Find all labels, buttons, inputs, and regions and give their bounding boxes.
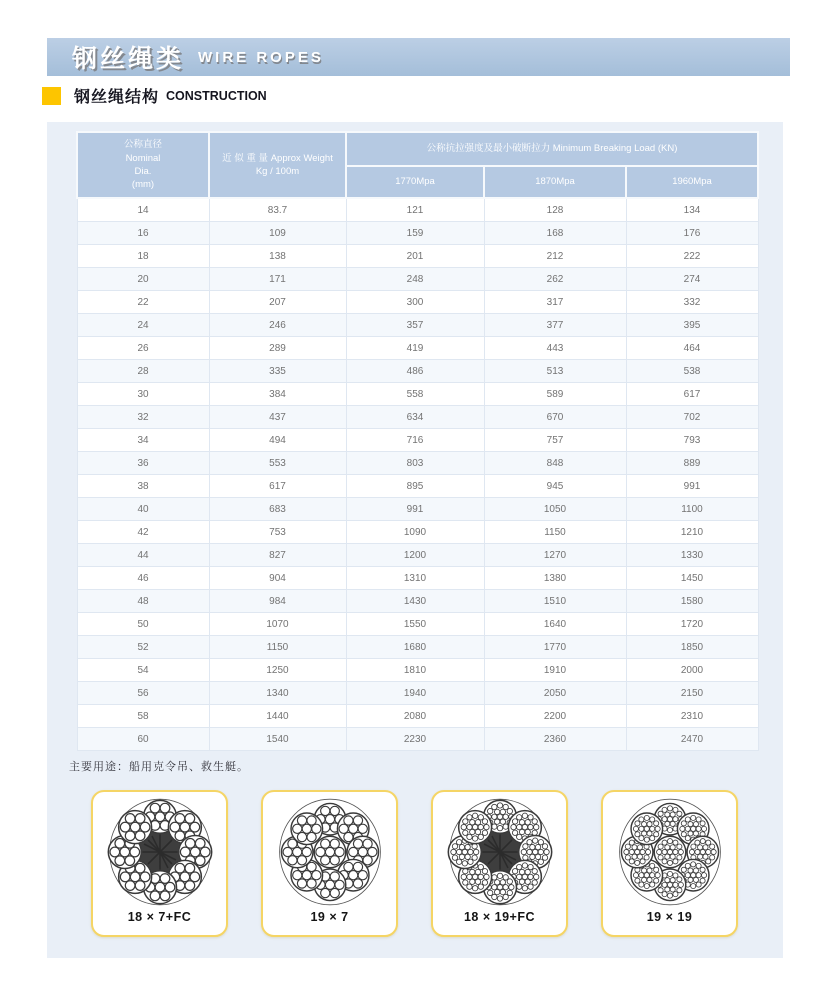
header-line: Dia. bbox=[134, 166, 152, 177]
table-cell: 2310 bbox=[626, 705, 758, 728]
table-cell: 2470 bbox=[626, 728, 758, 751]
table-cell: 513 bbox=[484, 360, 626, 383]
construction-label: 18 × 7+FC bbox=[127, 910, 192, 924]
table-cell: 52 bbox=[77, 636, 209, 659]
table-cell: 1050 bbox=[484, 498, 626, 521]
table-cell: 1100 bbox=[626, 498, 758, 521]
table-cell: 702 bbox=[626, 406, 758, 429]
table-cell: 2000 bbox=[626, 659, 758, 682]
table-cell: 1540 bbox=[209, 728, 346, 751]
section-title-en: CONSTRUCTION bbox=[166, 88, 267, 103]
table-cell: 1450 bbox=[626, 567, 758, 590]
rope-cross-section-18x7-fc-icon bbox=[104, 795, 216, 909]
table-cell: 634 bbox=[346, 406, 484, 429]
spec-table-header bbox=[77, 132, 758, 198]
table-row bbox=[77, 429, 758, 452]
table-cell: 827 bbox=[209, 544, 346, 567]
table-cell: 1440 bbox=[209, 705, 346, 728]
construction-label: 19 × 7 bbox=[310, 910, 349, 924]
table-cell: 357 bbox=[346, 314, 484, 337]
table-cell: 83.7 bbox=[209, 198, 346, 222]
table-cell: 54 bbox=[77, 659, 209, 682]
table-cell: 1150 bbox=[209, 636, 346, 659]
table-cell: 138 bbox=[209, 245, 346, 268]
table-row bbox=[77, 613, 758, 636]
table-cell: 38 bbox=[77, 475, 209, 498]
table-cell: 1510 bbox=[484, 590, 626, 613]
table-cell: 24 bbox=[77, 314, 209, 337]
table-cell: 212 bbox=[484, 245, 626, 268]
page-banner bbox=[47, 38, 790, 76]
table-row bbox=[77, 705, 758, 728]
table-cell: 558 bbox=[346, 383, 484, 406]
table-cell: 317 bbox=[484, 291, 626, 314]
table-cell: 44 bbox=[77, 544, 209, 567]
table-cell: 60 bbox=[77, 728, 209, 751]
header-breaking-load: 公称抗拉强度及最小破断拉力 Minimum Breaking Load (KN) bbox=[346, 132, 758, 166]
content-panel bbox=[47, 122, 783, 958]
table-cell: 464 bbox=[626, 337, 758, 360]
table-cell: 335 bbox=[209, 360, 346, 383]
table-row bbox=[77, 314, 758, 337]
table-cell: 1270 bbox=[484, 544, 626, 567]
table-cell: 1070 bbox=[209, 613, 346, 636]
usage-note: 主要用途：船用克令吊、救生艇。 bbox=[69, 761, 249, 773]
header-nominal-dia bbox=[77, 132, 209, 198]
section-title-zh: 钢丝绳结构 bbox=[74, 89, 160, 106]
table-cell: 848 bbox=[484, 452, 626, 475]
table-cell: 22 bbox=[77, 291, 209, 314]
table-cell: 486 bbox=[346, 360, 484, 383]
table-cell: 46 bbox=[77, 567, 209, 590]
table-cell: 109 bbox=[209, 222, 346, 245]
table-cell: 121 bbox=[346, 198, 484, 222]
table-row bbox=[77, 498, 758, 521]
table-cell: 289 bbox=[209, 337, 346, 360]
table-cell: 384 bbox=[209, 383, 346, 406]
table-cell: 683 bbox=[209, 498, 346, 521]
table-cell: 26 bbox=[77, 337, 209, 360]
table-cell: 40 bbox=[77, 498, 209, 521]
table-cell: 28 bbox=[77, 360, 209, 383]
table-cell: 159 bbox=[346, 222, 484, 245]
table-cell: 793 bbox=[626, 429, 758, 452]
table-cell: 1210 bbox=[626, 521, 758, 544]
header-approx-weight bbox=[209, 132, 346, 198]
table-cell: 443 bbox=[484, 337, 626, 360]
table-cell: 617 bbox=[209, 475, 346, 498]
table-cell: 1850 bbox=[626, 636, 758, 659]
construction-card-18x7-fc bbox=[91, 790, 228, 937]
table-cell: 176 bbox=[626, 222, 758, 245]
banner-title-en: WIRE ROPES bbox=[198, 48, 324, 66]
table-cell: 1340 bbox=[209, 682, 346, 705]
table-cell: 803 bbox=[346, 452, 484, 475]
table-cell: 1680 bbox=[346, 636, 484, 659]
construction-label: 19 × 19 bbox=[646, 910, 693, 924]
table-cell: 2080 bbox=[346, 705, 484, 728]
table-cell: 2360 bbox=[484, 728, 626, 751]
header-grade-1870: 1870Mpa bbox=[484, 166, 626, 198]
construction-card-19x7 bbox=[261, 790, 398, 937]
header-grade-1770: 1770Mpa bbox=[346, 166, 484, 198]
rope-cross-section-19x19-icon bbox=[614, 795, 726, 909]
table-cell: 419 bbox=[346, 337, 484, 360]
table-cell: 2150 bbox=[626, 682, 758, 705]
table-cell: 34 bbox=[77, 429, 209, 452]
table-cell: 945 bbox=[484, 475, 626, 498]
table-cell: 2200 bbox=[484, 705, 626, 728]
table-cell: 984 bbox=[209, 590, 346, 613]
header-line: Nominal bbox=[125, 152, 161, 164]
table-cell: 262 bbox=[484, 268, 626, 291]
header-grade-1960: 1960Mpa bbox=[626, 166, 758, 198]
table-cell: 991 bbox=[626, 475, 758, 498]
table-cell: 1580 bbox=[626, 590, 758, 613]
table-cell: 991 bbox=[346, 498, 484, 521]
construction-card-18x19-fc bbox=[431, 790, 568, 937]
spec-table bbox=[76, 131, 759, 751]
header-line: Kg / 100m bbox=[255, 166, 300, 177]
table-cell: 437 bbox=[209, 406, 346, 429]
table-row bbox=[77, 682, 758, 705]
table-cell: 332 bbox=[626, 291, 758, 314]
table-cell: 207 bbox=[209, 291, 346, 314]
table-row bbox=[77, 567, 758, 590]
table-row bbox=[77, 590, 758, 613]
table-cell: 56 bbox=[77, 682, 209, 705]
table-cell: 134 bbox=[626, 198, 758, 222]
table-row bbox=[77, 659, 758, 682]
table-cell: 58 bbox=[77, 705, 209, 728]
table-row bbox=[77, 268, 758, 291]
table-row bbox=[77, 728, 758, 751]
rope-cross-section-19x7-icon bbox=[274, 795, 386, 909]
table-cell: 377 bbox=[484, 314, 626, 337]
table-cell: 14 bbox=[77, 198, 209, 222]
table-cell: 494 bbox=[209, 429, 346, 452]
table-cell: 2050 bbox=[484, 682, 626, 705]
table-cell: 1150 bbox=[484, 521, 626, 544]
table-cell: 42 bbox=[77, 521, 209, 544]
table-cell: 617 bbox=[626, 383, 758, 406]
table-cell: 274 bbox=[626, 268, 758, 291]
rope-cross-section-18x19-fc-icon bbox=[444, 795, 556, 909]
table-row bbox=[77, 521, 758, 544]
table-cell: 553 bbox=[209, 452, 346, 475]
table-cell: 1380 bbox=[484, 567, 626, 590]
section-heading bbox=[42, 86, 267, 105]
table-cell: 670 bbox=[484, 406, 626, 429]
table-cell: 1720 bbox=[626, 613, 758, 636]
table-cell: 20 bbox=[77, 268, 209, 291]
table-cell: 895 bbox=[346, 475, 484, 498]
table-cell: 300 bbox=[346, 291, 484, 314]
table-row bbox=[77, 544, 758, 567]
table-row bbox=[77, 383, 758, 406]
header-line: (mm) bbox=[131, 179, 155, 191]
table-cell: 171 bbox=[209, 268, 346, 291]
table-cell: 716 bbox=[346, 429, 484, 452]
banner-title-zh: 钢丝绳类 bbox=[72, 45, 185, 73]
table-cell: 1330 bbox=[626, 544, 758, 567]
table-cell: 248 bbox=[346, 268, 484, 291]
header-line: 公称直径 bbox=[123, 139, 162, 151]
table-cell: 36 bbox=[77, 452, 209, 475]
table-row bbox=[77, 636, 758, 659]
table-cell: 128 bbox=[484, 198, 626, 222]
table-cell: 1090 bbox=[346, 521, 484, 544]
table-cell: 168 bbox=[484, 222, 626, 245]
table-cell: 1810 bbox=[346, 659, 484, 682]
yellow-square-icon bbox=[42, 87, 61, 105]
table-cell: 1940 bbox=[346, 682, 484, 705]
table-cell: 753 bbox=[209, 521, 346, 544]
header-line: 近 似 重 量 Approx Weight bbox=[222, 152, 333, 164]
table-row bbox=[77, 245, 758, 268]
table-row bbox=[77, 291, 758, 314]
table-row bbox=[77, 406, 758, 429]
table-row bbox=[77, 360, 758, 383]
table-cell: 589 bbox=[484, 383, 626, 406]
table-cell: 30 bbox=[77, 383, 209, 406]
spec-table-body bbox=[77, 198, 758, 751]
table-cell: 246 bbox=[209, 314, 346, 337]
table-cell: 2230 bbox=[346, 728, 484, 751]
table-cell: 395 bbox=[626, 314, 758, 337]
table-row bbox=[77, 452, 758, 475]
table-cell: 1250 bbox=[209, 659, 346, 682]
table-cell: 50 bbox=[77, 613, 209, 636]
table-cell: 18 bbox=[77, 245, 209, 268]
table-row bbox=[77, 222, 758, 245]
table-cell: 1310 bbox=[346, 567, 484, 590]
table-row bbox=[77, 475, 758, 498]
table-cell: 757 bbox=[484, 429, 626, 452]
construction-cards bbox=[91, 790, 738, 937]
table-cell: 48 bbox=[77, 590, 209, 613]
table-cell: 32 bbox=[77, 406, 209, 429]
table-cell: 222 bbox=[626, 245, 758, 268]
table-cell: 16 bbox=[77, 222, 209, 245]
table-cell: 904 bbox=[209, 567, 346, 590]
table-cell: 201 bbox=[346, 245, 484, 268]
table-cell: 1640 bbox=[484, 613, 626, 636]
table-cell: 1200 bbox=[346, 544, 484, 567]
construction-label: 18 × 19+FC bbox=[463, 910, 535, 924]
table-row bbox=[77, 337, 758, 360]
table-cell: 889 bbox=[626, 452, 758, 475]
construction-card-19x19 bbox=[601, 790, 738, 937]
table-cell: 1770 bbox=[484, 636, 626, 659]
table-cell: 1550 bbox=[346, 613, 484, 636]
table-cell: 1430 bbox=[346, 590, 484, 613]
table-cell: 1910 bbox=[484, 659, 626, 682]
table-row bbox=[77, 198, 758, 222]
table-cell: 538 bbox=[626, 360, 758, 383]
